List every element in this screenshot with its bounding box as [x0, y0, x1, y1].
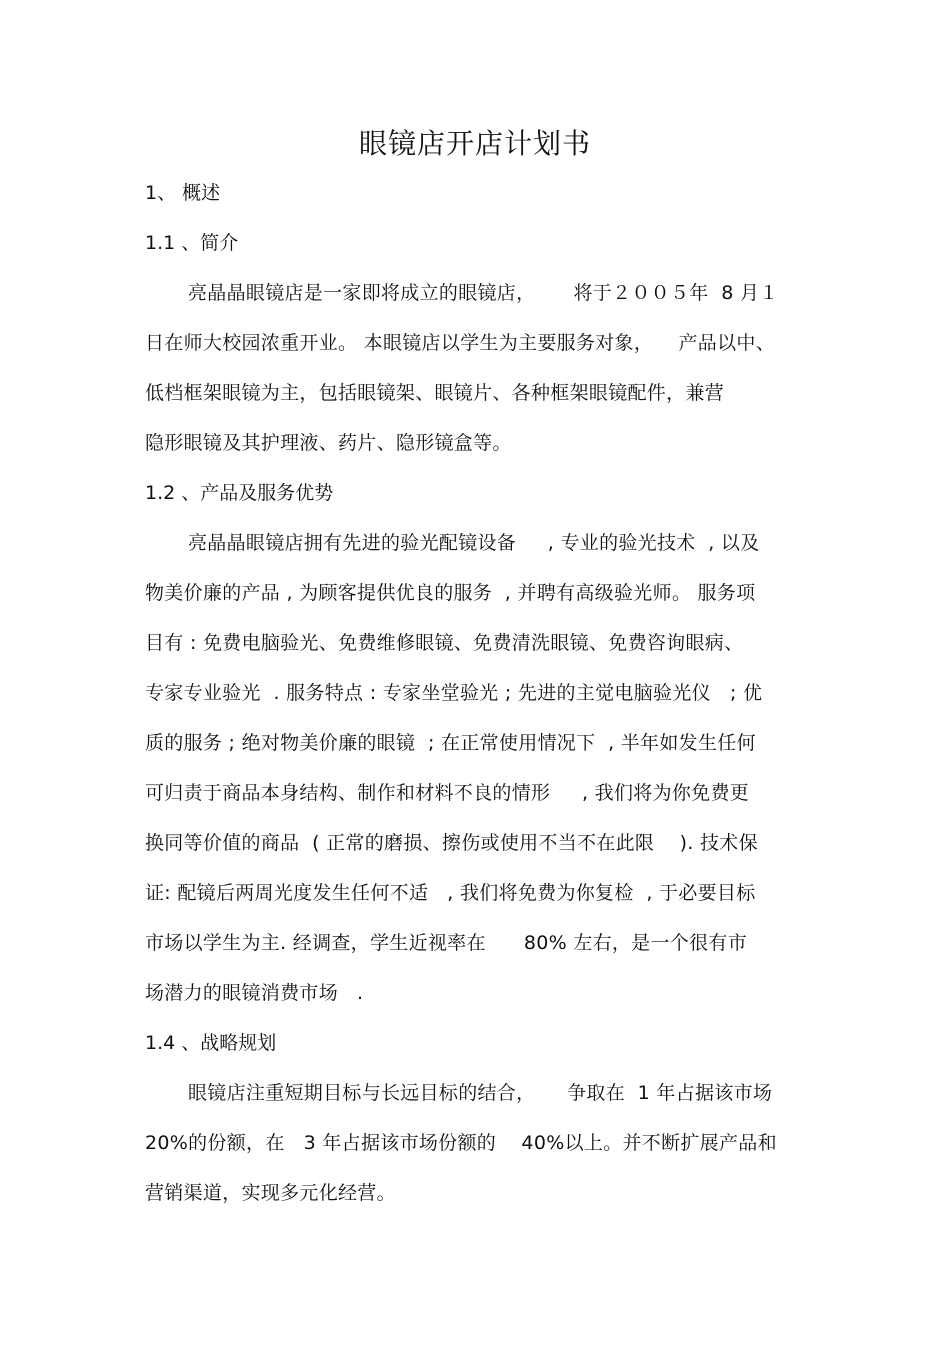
paragraph-line: 物美价廉的产品 , 为顾客提供优良的服务 , 并聘有高级验光师。 服务项	[145, 582, 756, 604]
section-heading-strategy: 1.4 、战略规划	[145, 1032, 277, 1054]
paragraph-line: 20%的份额，在 3 年占据该市场份额的 40%以上。并不断扩展产品和	[145, 1132, 777, 1154]
paragraph-line: 营销渠道，实现多元化经营。	[145, 1182, 396, 1204]
paragraph-line: 证: 配镜后两周光度发生任何不适 , 我们将免费为你复检 , 于必要目标	[145, 882, 756, 904]
paragraph-line: 专家专业验光 . 服务特点 : 专家坐堂验光 ; 先进的主觉电脑验光仪 ; 优	[145, 682, 763, 704]
paragraph-line: 市场以学生为主. 经调查，学生近视率在 80% 左右，是一个很有市	[145, 932, 747, 954]
paragraph-line: 日在师大校园浓重开业。 本眼镜店以学生为主要服务对象， 产品以中、	[145, 332, 775, 354]
section-heading-advantages: 1.2 、产品及服务优势	[145, 482, 334, 504]
paragraph-line: 换同等价值的商品 ( 正常的磨损、擦伤或使用不当不在此限 ). 技术保	[145, 832, 758, 854]
paragraph-line: 场潜力的眼镜消费市场 .	[145, 982, 364, 1004]
section-heading-intro: 1.1 、简介	[145, 232, 239, 254]
paragraph-line: 质的服务 ; 绝对物美价廉的眼镜 ; 在正常使用情况下 , 半年如发生任何	[145, 732, 756, 754]
section-heading-overview: 1、 概述	[145, 182, 221, 204]
paragraph-line: 可归责于商品本身结构、制作和材料不良的情形 , 我们将为你免费更	[145, 782, 750, 804]
paragraph-line: 眼镜店注重短期目标与长远目标的结合， 争取在 1 年占据该市场	[188, 1082, 773, 1104]
paragraph-line: 目有 : 免费电脑验光、免费维修眼镜、免费清洗眼镜、免费咨询眼病、	[145, 632, 744, 654]
paragraph-line: 低档框架眼镜为主，包括眼镜架、眼镜片、各种框架眼镜配件，兼营	[145, 382, 725, 404]
paragraph-line: 隐形眼镜及其护理液、药片、隐形镜盒等。	[145, 432, 512, 454]
paragraph-line: 亮晶晶眼镜店拥有先进的验光配镜设备 , 专业的验光技术 , 以及	[188, 532, 760, 554]
document-title: 眼镜店开店计划书	[358, 127, 591, 160]
paragraph-line: 亮晶晶眼镜店是一家即将成立的眼镜店， 将于２００５年 8 月１	[188, 282, 779, 304]
